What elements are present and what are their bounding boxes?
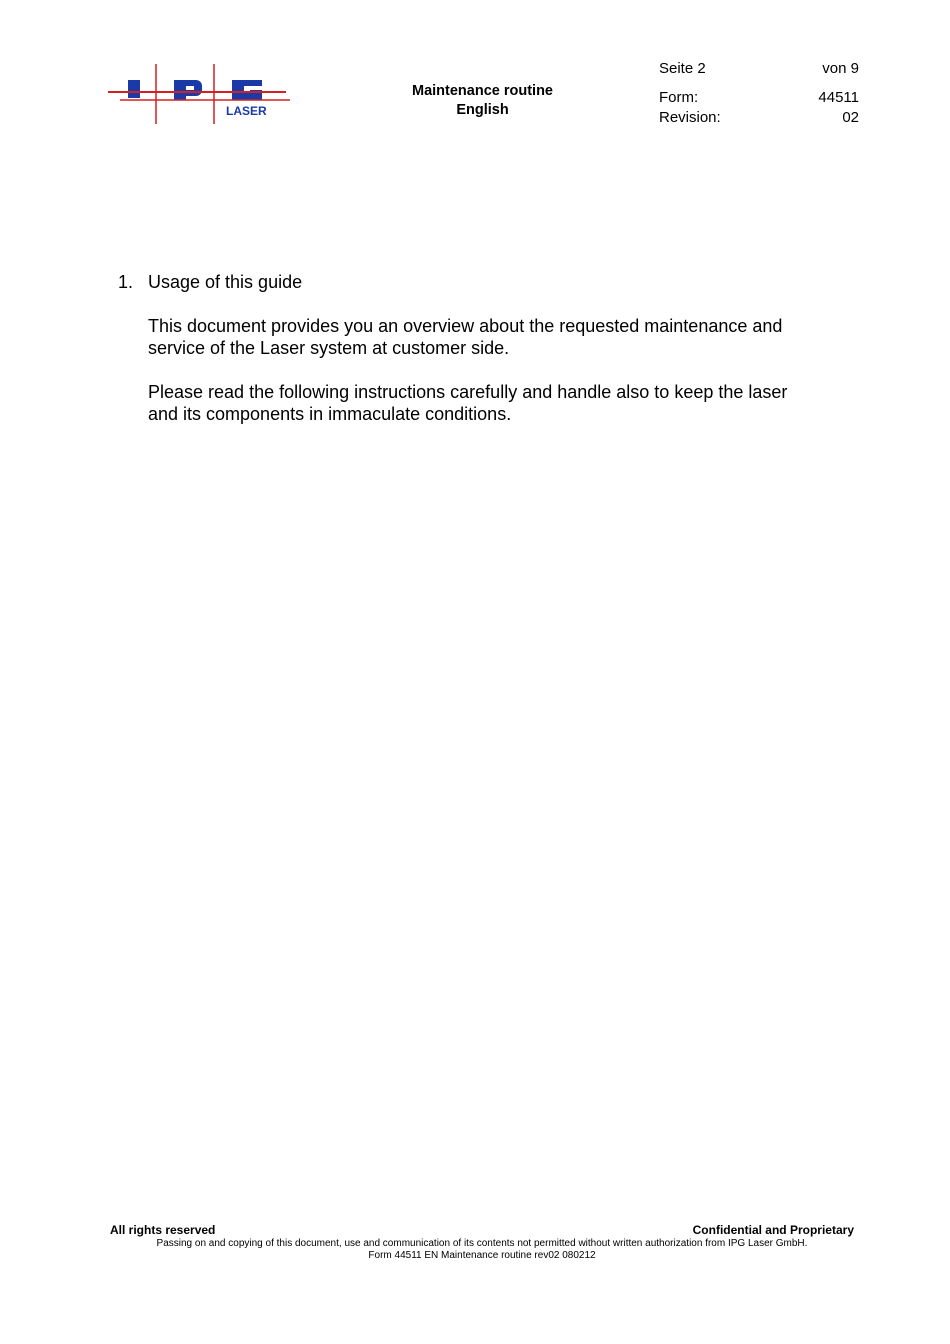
form-row — [659, 88, 859, 108]
ipg-laser-logo — [106, 62, 290, 126]
form-label: Form: — [659, 89, 699, 106]
document-title — [370, 82, 595, 120]
title-line-2: English — [456, 102, 509, 118]
revision-row — [659, 108, 859, 128]
copy-notice: Passing on and copying of this document, use and communication of its contents not permitted without written authorization from IPG Laser GmbH. — [156, 1238, 808, 1249]
confidential-text: Confidential and Proprietary — [692, 1223, 854, 1237]
logo-sub: LASER — [226, 104, 267, 118]
paragraph-overview — [148, 315, 838, 359]
form-value: 44511 — [818, 89, 859, 106]
document-meta — [659, 59, 859, 128]
paragraph-line: service of the Laser system at customer side. — [148, 338, 510, 358]
section-heading — [118, 271, 838, 293]
paragraph-instructions — [148, 381, 838, 425]
title-line-1: Maintenance routine — [412, 83, 553, 99]
footer-top-row — [110, 1222, 854, 1238]
page-label: Seite 2 — [659, 60, 706, 77]
page-total: von 9 — [822, 60, 859, 77]
form-reference: Form 44511 EN Maintenance routine rev02 080212 — [368, 1250, 596, 1261]
section-number: 1. — [118, 272, 134, 292]
section-usage — [118, 271, 838, 425]
rights-text: All rights reserved — [110, 1223, 216, 1237]
section-title: Usage of this guide — [148, 272, 303, 292]
revision-label: Revision: — [659, 109, 721, 126]
page-footer — [110, 1222, 854, 1262]
revision-value: 02 — [842, 109, 859, 126]
page-row — [659, 59, 859, 79]
paragraph-line: This document provides you an overview about the requested maintenance and — [148, 316, 783, 336]
logo-graphic — [106, 62, 290, 126]
paragraph-line: Please read the following instructions carefully and handle also to keep the laser — [148, 382, 788, 402]
paragraph-line: and its components in immaculate conditions. — [148, 404, 512, 424]
